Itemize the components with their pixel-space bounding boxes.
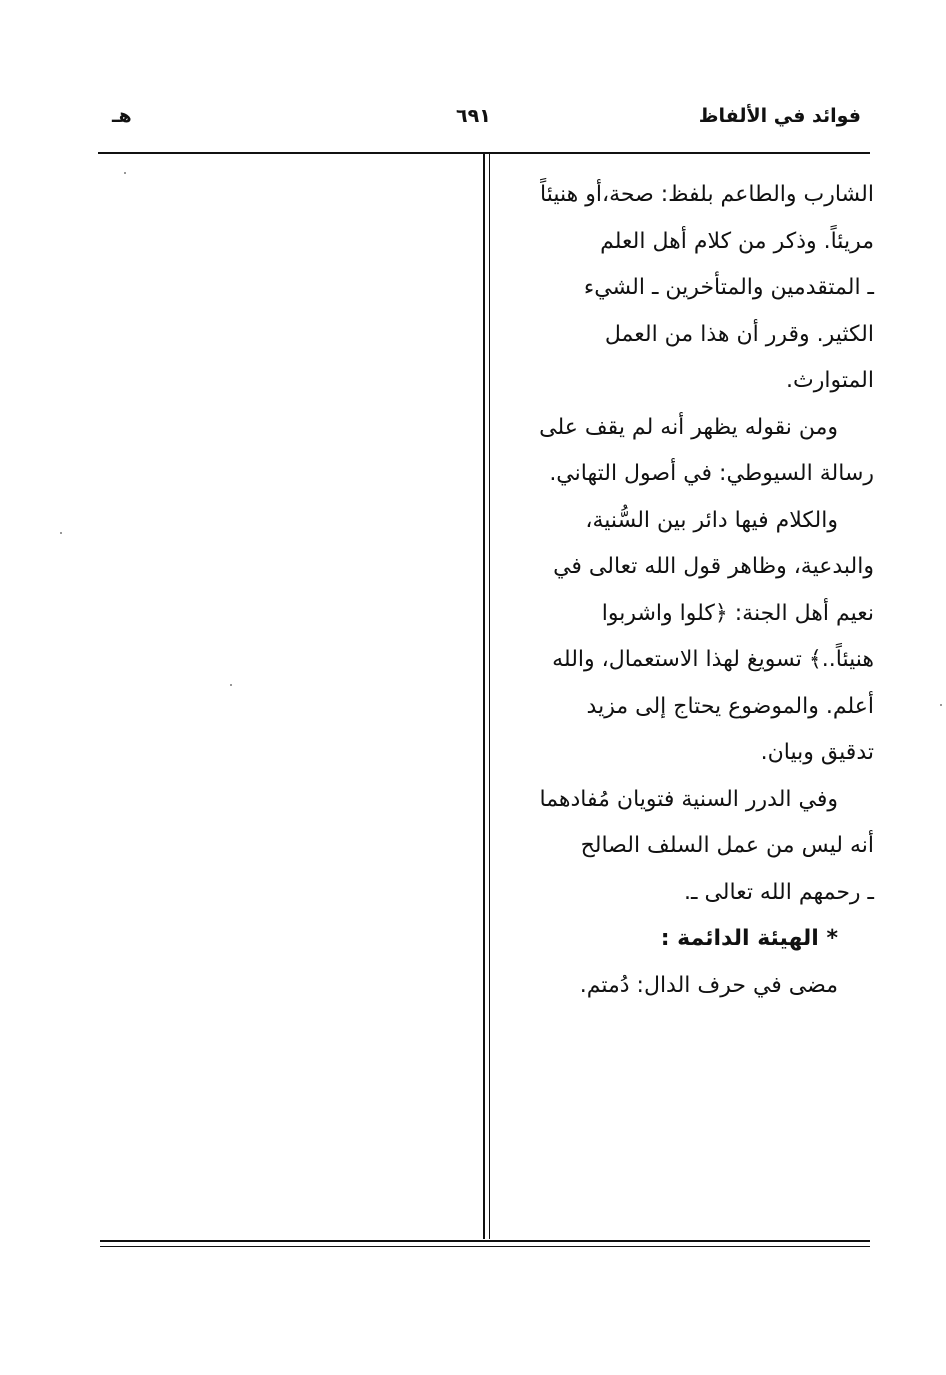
text-line: وفي الدرر السنية فتويان مُفادهما	[539, 786, 838, 812]
section-heading: * الهيئة الدائمة :	[660, 926, 838, 951]
text-line: رسالة السيوطي: في أصول التهاني.	[549, 461, 874, 486]
scan-speck	[230, 684, 232, 686]
text-line: والكلام فيها دائر بين السُّنية،	[585, 507, 838, 533]
text-line: المتوارث.	[786, 368, 874, 393]
text-line: ـ المتقدمين والمتأخرين ـ الشيء	[583, 275, 874, 300]
text-line: مضى في حرف الدال: دُمتم.	[579, 972, 838, 998]
running-head-title: فوائد في الألفاظ	[698, 105, 861, 127]
footer-rule-bottom	[100, 1246, 870, 1247]
column-divider-outer	[483, 154, 485, 1239]
page-number: ٦٩١	[456, 105, 491, 127]
text-line: نعيم أهل الجنة: ﴿كلوا واشربوا	[601, 600, 874, 626]
text-line: هنيئاً..﴾ تسويغ لهذا الاستعمال، والله	[552, 647, 874, 672]
text-line: مريئاً. وذكر من كلام أهل العلم	[600, 228, 874, 254]
running-head-mark: هـ	[112, 105, 132, 127]
scan-speck	[60, 532, 62, 534]
column-divider-inner	[489, 154, 490, 1239]
text-line: ومن نقوله يظهر أنه لم يقف على	[539, 414, 838, 440]
scan-speck	[124, 172, 126, 174]
main-text-column	[502, 172, 874, 1009]
text-line: الكثير. وقرر أن هذا من العمل	[604, 321, 874, 347]
text-line: تدقيق وبيان.	[760, 740, 874, 765]
text-line: والبدعية، وظاهر قول الله تعالى في	[553, 554, 874, 579]
text-line: الشارب والطاعم بلفظ: صحة،أو هنيئاً	[540, 182, 874, 207]
text-line: ـ رحمهم الله تعالى ـ.	[684, 879, 874, 905]
text-line: أعلم. والموضوع يحتاج إلى مزيد	[586, 693, 874, 719]
scan-speck	[940, 704, 942, 706]
footer-rule-top	[100, 1240, 870, 1242]
text-line: أنه ليس من عمل السلف الصالح	[580, 833, 874, 858]
